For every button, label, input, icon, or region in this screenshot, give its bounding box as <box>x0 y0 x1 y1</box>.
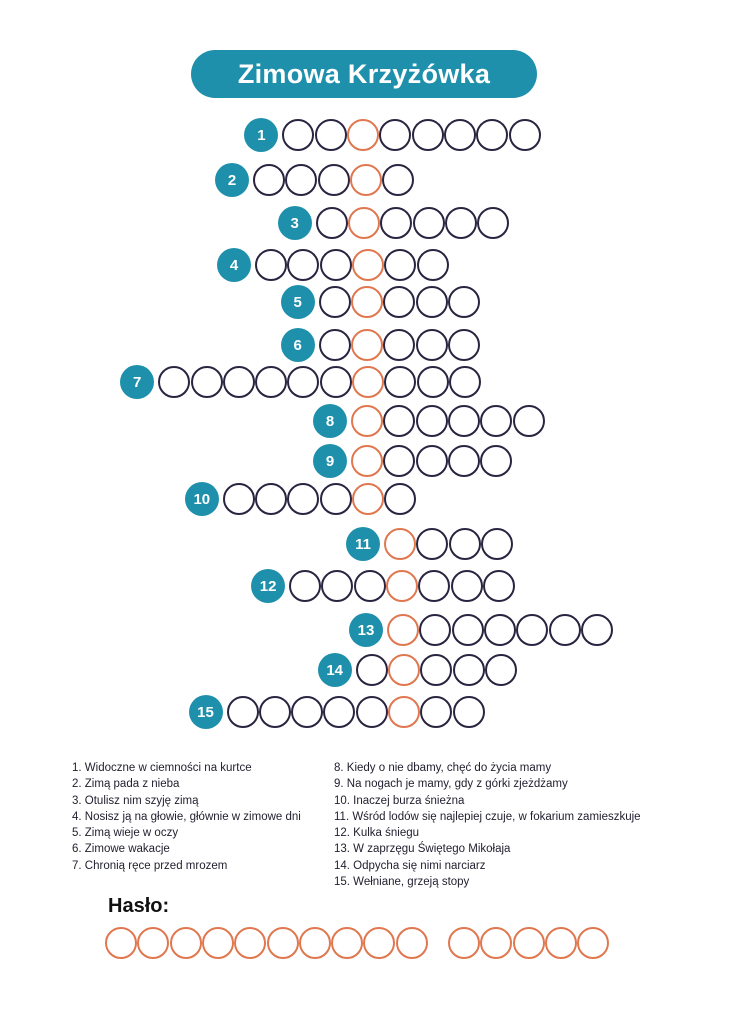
letter-cell[interactable] <box>323 696 355 728</box>
letter-cell[interactable] <box>513 405 545 437</box>
letter-cell[interactable] <box>449 366 481 398</box>
letter-cell[interactable] <box>227 696 259 728</box>
letter-cell[interactable] <box>384 483 416 515</box>
password-letter-cell[interactable] <box>351 405 383 437</box>
letter-cell[interactable] <box>282 119 314 151</box>
answer-letter-cell[interactable] <box>234 927 266 959</box>
letter-cell[interactable] <box>315 119 347 151</box>
password-letter-cell[interactable] <box>351 329 383 361</box>
letter-cell[interactable] <box>453 696 485 728</box>
letter-cell[interactable] <box>481 528 513 560</box>
password-letter-cell[interactable] <box>387 614 419 646</box>
letter-cell[interactable] <box>420 654 452 686</box>
password-letter-cell[interactable] <box>384 528 416 560</box>
letter-cell[interactable] <box>383 286 415 318</box>
clue-item: 14. Odpycha się nimi narciarz <box>334 859 486 872</box>
letter-cell[interactable] <box>417 249 449 281</box>
letter-cell[interactable] <box>379 119 411 151</box>
answer-letter-cell[interactable] <box>448 927 480 959</box>
letter-cell[interactable] <box>380 207 412 239</box>
clue-item: 1. Widoczne w ciemności na kurtce <box>72 762 252 774</box>
letter-cell[interactable] <box>253 164 285 196</box>
password-letter-cell[interactable] <box>350 164 382 196</box>
answer-letter-cell[interactable] <box>137 927 169 959</box>
clue-number-badge: 10 <box>185 482 219 516</box>
letter-cell[interactable] <box>287 483 319 515</box>
letter-cell[interactable] <box>416 445 448 477</box>
clue-number-badge: 2 <box>215 163 249 197</box>
letter-cell[interactable] <box>319 286 351 318</box>
answer-letter-cell[interactable] <box>363 927 395 959</box>
password-letter-cell[interactable] <box>388 654 420 686</box>
letter-cell[interactable] <box>319 329 351 361</box>
answer-letter-cell[interactable] <box>513 927 545 959</box>
answer-letter-cell[interactable] <box>299 927 331 959</box>
clue-item: 4. Nosisz ją na głowie, głównie w zimowe dni <box>72 810 301 823</box>
clue-number-badge: 6 <box>281 328 315 362</box>
letter-cell[interactable] <box>509 119 541 151</box>
answer-letter-cell[interactable] <box>202 927 234 959</box>
clue-item: 11. Wśród lodów się najlepiej czuje, w fokarium zamieszkuje <box>334 810 641 823</box>
password-letter-cell[interactable] <box>352 249 384 281</box>
clue-number-badge: 7 <box>120 365 154 399</box>
clue-number-badge: 3 <box>278 206 312 240</box>
letter-cell[interactable] <box>452 614 484 646</box>
answer-letter-cell[interactable] <box>170 927 202 959</box>
clue-item: 7. Chronią ręce przed mrozem <box>72 859 228 872</box>
letter-cell[interactable] <box>448 329 480 361</box>
clue-number-badge: 8 <box>313 404 347 438</box>
clue-item: 8. Kiedy o nie dbamy, chęć do życia mamy <box>334 762 552 774</box>
letter-cell[interactable] <box>356 696 388 728</box>
letter-cell[interactable] <box>354 570 386 602</box>
answer-letter-cell[interactable] <box>331 927 363 959</box>
letter-cell[interactable] <box>485 654 517 686</box>
letter-cell[interactable] <box>255 366 287 398</box>
clue-item: 10. Inaczej burza śnieżna <box>334 794 465 807</box>
letter-cell[interactable] <box>383 329 415 361</box>
letter-cell[interactable] <box>480 405 512 437</box>
letter-cell[interactable] <box>448 445 480 477</box>
letter-cell[interactable] <box>285 164 317 196</box>
letter-cell[interactable] <box>223 483 255 515</box>
letter-cell[interactable] <box>383 405 415 437</box>
letter-cell[interactable] <box>320 483 352 515</box>
clue-item: 5. Zimą wieje w oczy <box>72 827 179 840</box>
letter-cell[interactable] <box>320 366 352 398</box>
clue-item: 15. Wełniane, grzeją stopy <box>334 876 470 889</box>
answer-letter-cell[interactable] <box>105 927 137 959</box>
letter-cell[interactable] <box>449 528 481 560</box>
answer-letter-cell[interactable] <box>480 927 512 959</box>
letter-cell[interactable] <box>417 366 449 398</box>
password-letter-cell[interactable] <box>348 207 380 239</box>
title-text: Zimowa Krzyżówka <box>237 58 491 89</box>
letter-cell[interactable] <box>516 614 548 646</box>
clue-number-badge: 15 <box>189 695 223 729</box>
letter-cell[interactable] <box>384 249 416 281</box>
password-letter-cell[interactable] <box>388 696 420 728</box>
letter-cell[interactable] <box>448 286 480 318</box>
clue-number-badge: 1 <box>244 118 278 152</box>
letter-cell[interactable] <box>191 366 223 398</box>
answer-letter-cell[interactable] <box>396 927 428 959</box>
letter-cell[interactable] <box>444 119 476 151</box>
letter-cell[interactable] <box>413 207 445 239</box>
clue-item: 12. Kulka śniegu <box>334 827 420 840</box>
letter-cell[interactable] <box>416 286 448 318</box>
letter-cell[interactable] <box>320 249 352 281</box>
clue-number-badge: 9 <box>313 444 347 478</box>
letter-cell[interactable] <box>480 445 512 477</box>
letter-cell[interactable] <box>420 696 452 728</box>
letter-cell[interactable] <box>416 405 448 437</box>
letter-cell[interactable] <box>316 207 348 239</box>
clue-item: 3. Otulisz nim szyję zimą <box>72 794 199 807</box>
letter-cell[interactable] <box>477 207 509 239</box>
password-letter-cell[interactable] <box>351 445 383 477</box>
clue-number-badge: 11 <box>346 527 380 561</box>
letter-cell[interactable] <box>484 614 516 646</box>
answer-letter-cell[interactable] <box>577 927 609 959</box>
answer-label: Hasło: <box>108 895 170 917</box>
letter-cell[interactable] <box>581 614 613 646</box>
password-letter-cell[interactable] <box>351 286 383 318</box>
letter-cell[interactable] <box>451 570 483 602</box>
letter-cell[interactable] <box>448 405 480 437</box>
letter-cell[interactable] <box>382 164 414 196</box>
clue-item: 6. Zimowe wakacje <box>72 843 170 856</box>
password-letter-cell[interactable] <box>352 483 384 515</box>
letter-cell[interactable] <box>287 366 319 398</box>
clue-number-badge: 14 <box>318 653 352 687</box>
password-letter-cell[interactable] <box>386 570 418 602</box>
letter-cell[interactable] <box>418 570 450 602</box>
clue-number-badge: 12 <box>251 569 285 603</box>
letter-cell[interactable] <box>383 445 415 477</box>
letter-cell[interactable] <box>289 570 321 602</box>
letter-cell[interactable] <box>476 119 508 151</box>
letter-cell[interactable] <box>419 614 451 646</box>
password-letter-cell[interactable] <box>347 119 379 151</box>
letter-cell[interactable] <box>318 164 350 196</box>
letter-cell[interactable] <box>416 329 448 361</box>
clue-item: 13. W zaprzęgu Świętego Mikołaja <box>334 843 511 856</box>
password-letter-cell[interactable] <box>352 366 384 398</box>
clue-item: 2. Zimą pada z nieba <box>72 778 180 791</box>
letter-cell[interactable] <box>255 483 287 515</box>
clues-right-column <box>334 760 641 890</box>
clue-number-badge: 4 <box>217 248 251 282</box>
answer-letter-cell[interactable] <box>267 927 299 959</box>
clue-number-badge: 5 <box>281 285 315 319</box>
letter-cell[interactable] <box>453 654 485 686</box>
letter-cell[interactable] <box>287 249 319 281</box>
letter-cell[interactable] <box>158 366 190 398</box>
clue-number-badge: 13 <box>349 613 383 647</box>
letter-cell[interactable] <box>549 614 581 646</box>
clues-left-column <box>72 760 301 874</box>
letter-cell[interactable] <box>412 119 444 151</box>
letter-cell[interactable] <box>416 528 448 560</box>
letter-cell[interactable] <box>445 207 477 239</box>
letter-cell[interactable] <box>255 249 287 281</box>
letter-cell[interactable] <box>223 366 255 398</box>
letter-cell[interactable] <box>384 366 416 398</box>
letter-cell[interactable] <box>291 696 323 728</box>
letter-cell[interactable] <box>259 696 291 728</box>
clue-item: 9. Na nogach je mamy, gdy z górki zjeżdżamy <box>334 778 568 791</box>
letter-cell[interactable] <box>321 570 353 602</box>
letter-cell[interactable] <box>356 654 388 686</box>
letter-cell[interactable] <box>483 570 515 602</box>
answer-letter-cell[interactable] <box>545 927 577 959</box>
